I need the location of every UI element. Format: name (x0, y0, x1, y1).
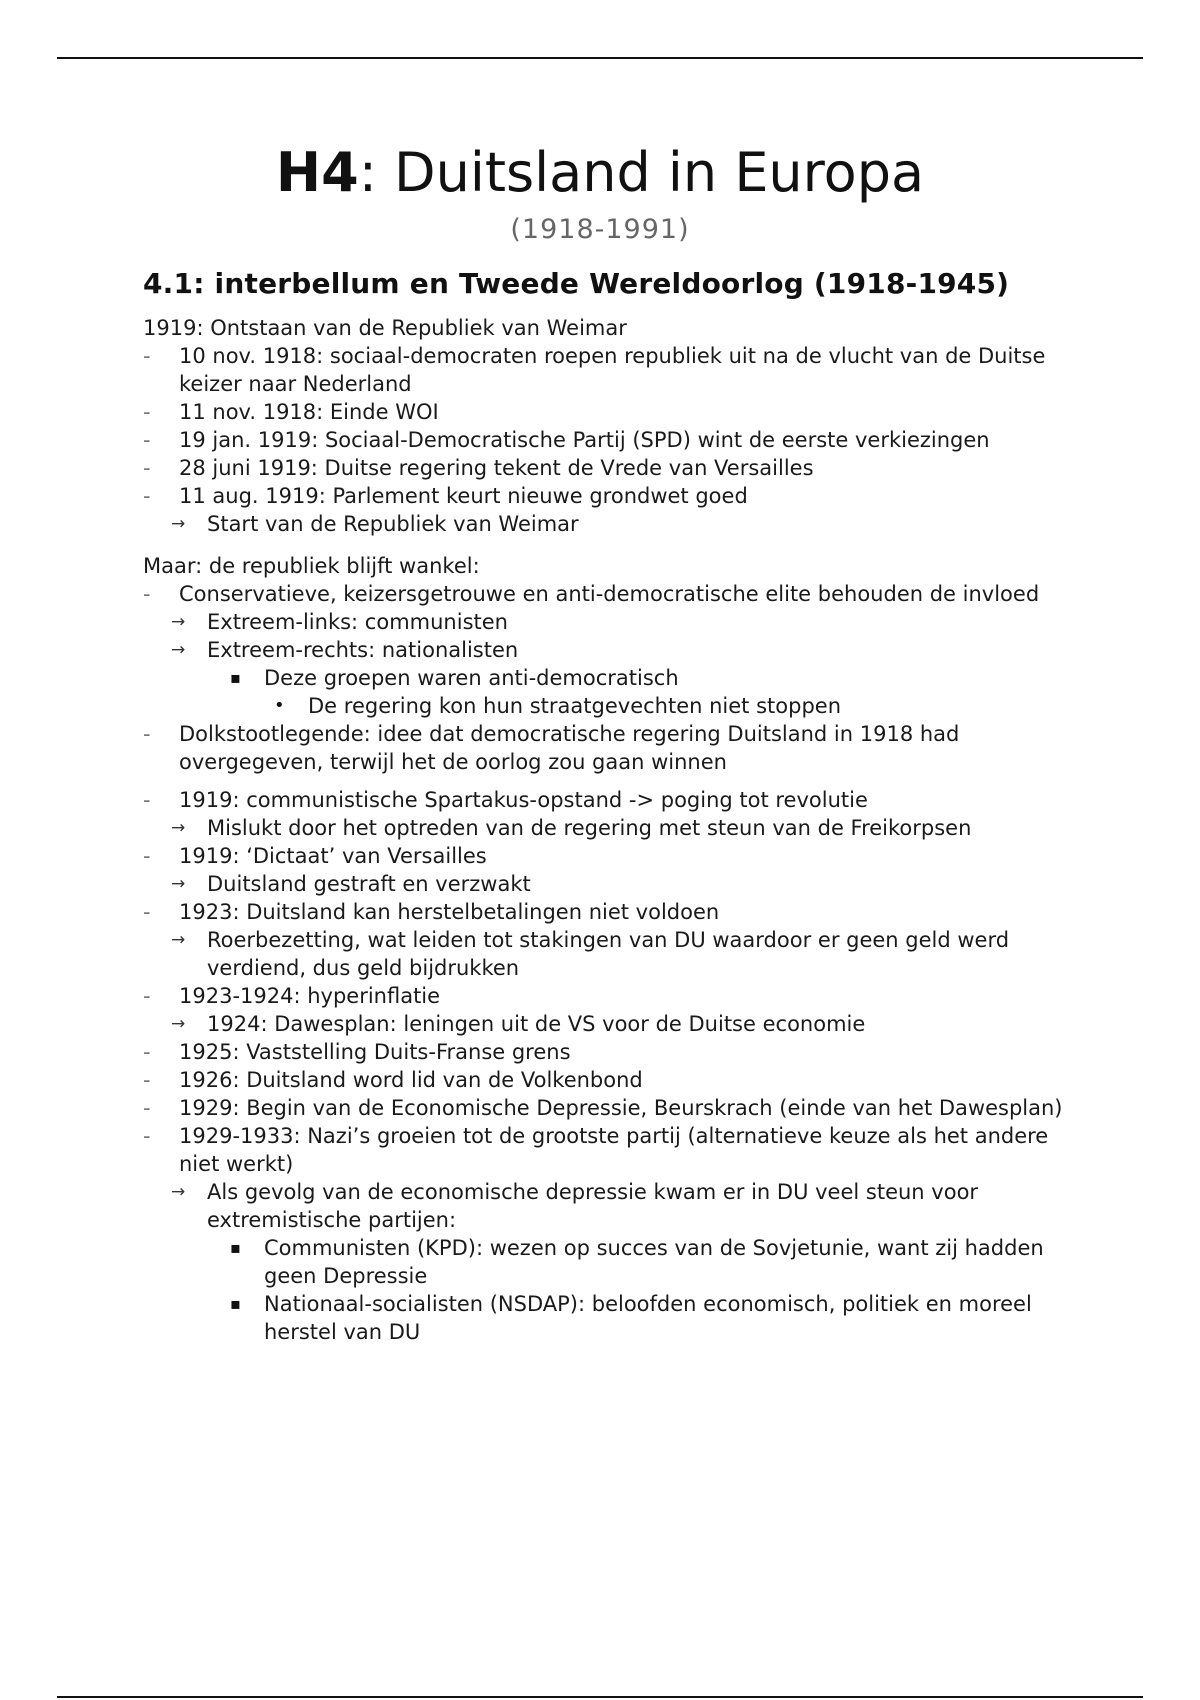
list-item: - 1926: Duitsland word lid van de Volkenbond (143, 1068, 643, 1092)
page-title-rest: : Duitsland in Europa (358, 141, 925, 204)
list-item: - 1929-1933: Nazi’s groeien tot de grootste partij (alternatieve keuze als het andere niet werkt) (143, 1124, 1049, 1176)
title-block (0, 138, 1200, 250)
list-subitem: → Roerbezetting, wat leiden tot stakingen van DU waardoor er geen geld werd verdiend, dus geld bijdrukken (171, 928, 1010, 980)
square-bullet-icon: ▪ (230, 668, 241, 687)
list-subitem: → Als gevolg van de economische depressie kwam er in DU veel steun voor extremistische partijen: (171, 1180, 979, 1232)
arrow-icon: → (171, 818, 186, 838)
list-item: - 1919: ‘Dictaat’ van Versailles (143, 844, 487, 868)
list-subitem: → Extreem-rechts: nationalisten (171, 638, 519, 662)
dash-marker: - (143, 984, 151, 1008)
dash-marker: - (143, 344, 151, 368)
dash-marker: - (143, 582, 151, 606)
list-subsubsubitem: • De regering kon hun straatgevechten niet stoppen (274, 694, 841, 718)
top-rule (57, 57, 1143, 59)
list-subsubitem: ▪ Nationaal-socialisten (NSDAP): beloofden economisch, politiek en moreel herstel van DU (230, 1292, 1032, 1344)
arrow-icon: → (171, 1182, 186, 1202)
list-subitem: → Mislukt door het optreden van de regering met steun van de Freikorpsen (171, 816, 972, 840)
list-item: - Conservatieve, keizersgetrouwe en anti-democratische elite behouden de invloed (143, 582, 1040, 606)
list-item: - 10 nov. 1918: sociaal-democraten roepen republiek uit na de vlucht van de Duitse keizer naar Nederland (143, 344, 1046, 396)
arrow-icon: → (171, 874, 186, 894)
list-item: - 1919: communistische Spartakus-opstand -> poging tot revolutie (143, 788, 868, 812)
document-body (143, 266, 1083, 1346)
list-item: - 19 jan. 1919: Sociaal-Democratische Partij (SPD) wint de eerste verkiezingen (143, 428, 990, 452)
dash-marker: - (143, 844, 151, 868)
list-item: - 1923-1924: hyperinflatie (143, 984, 441, 1008)
arrow-icon: → (171, 514, 186, 534)
dash-marker: - (143, 400, 151, 424)
dash-marker: - (143, 1096, 151, 1120)
dash-marker: - (143, 456, 151, 480)
dash-marker: - (143, 722, 151, 746)
arrow-icon: → (171, 930, 186, 950)
page-subtitle: (1918-1991) (510, 214, 690, 245)
list-subitem: → Extreem-links: communisten (171, 610, 508, 634)
dash-marker: - (143, 1068, 151, 1092)
dash-marker: - (143, 1124, 151, 1148)
dash-marker: - (143, 484, 151, 508)
list-item: - 1929: Begin van de Economische Depressie, Beurskrach (einde van het Dawesplan) (143, 1096, 1063, 1120)
page-title-bold: H4 (275, 141, 359, 204)
arrow-icon: → (171, 1014, 186, 1034)
arrow-icon: → (171, 612, 186, 632)
square-bullet-icon: ▪ (230, 1294, 241, 1313)
list-item: - 1923: Duitsland kan herstelbetalingen niet voldoen (143, 900, 720, 924)
list-item: - 28 juni 1919: Duitse regering tekent de Vrede van Versailles (143, 456, 814, 480)
arrow-icon: → (171, 640, 186, 660)
dash-marker: - (143, 428, 151, 452)
bottom-rule (57, 1696, 1143, 1698)
list-subsubitem: ▪ Communisten (KPD): wezen op succes van de Sovjetunie, want zij hadden geen Depressie (230, 1236, 1044, 1288)
list-subitem: → Start van de Republiek van Weimar (171, 512, 579, 536)
dash-marker: - (143, 788, 151, 812)
dot-bullet-icon: • (274, 695, 285, 716)
dash-marker: - (143, 900, 151, 924)
dash-marker: - (143, 1040, 151, 1064)
list-subsubitem: ▪ Deze groepen waren anti-democratisch (230, 666, 679, 690)
square-bullet-icon: ▪ (230, 1238, 241, 1257)
section-heading: 4.1: interbellum en Tweede Wereldoorlog (1918-1945) (143, 267, 1010, 300)
list-item: - 11 nov. 1918: Einde WOI (143, 400, 439, 424)
intro-paragraph-1: 1919: Ontstaan van de Republiek van Weimar (143, 316, 627, 340)
list-subitem: → 1924: Dawesplan: leningen uit de VS voor de Duitse economie (171, 1012, 866, 1036)
list-item: - 11 aug. 1919: Parlement keurt nieuwe grondwet goed (143, 484, 748, 508)
list-item: - Dolkstootlegende: idee dat democratische regering Duitsland in 1918 had overgegeven, terwijl het de oorlog zou gaan winnen (143, 722, 960, 774)
list-subitem: → Duitsland gestraft en verzwakt (171, 872, 531, 896)
list-item: - 1925: Vaststelling Duits-Franse grens (143, 1040, 571, 1064)
intro-paragraph-2: Maar: de republiek blijft wankel: (143, 554, 480, 578)
page-title (0, 138, 1200, 208)
